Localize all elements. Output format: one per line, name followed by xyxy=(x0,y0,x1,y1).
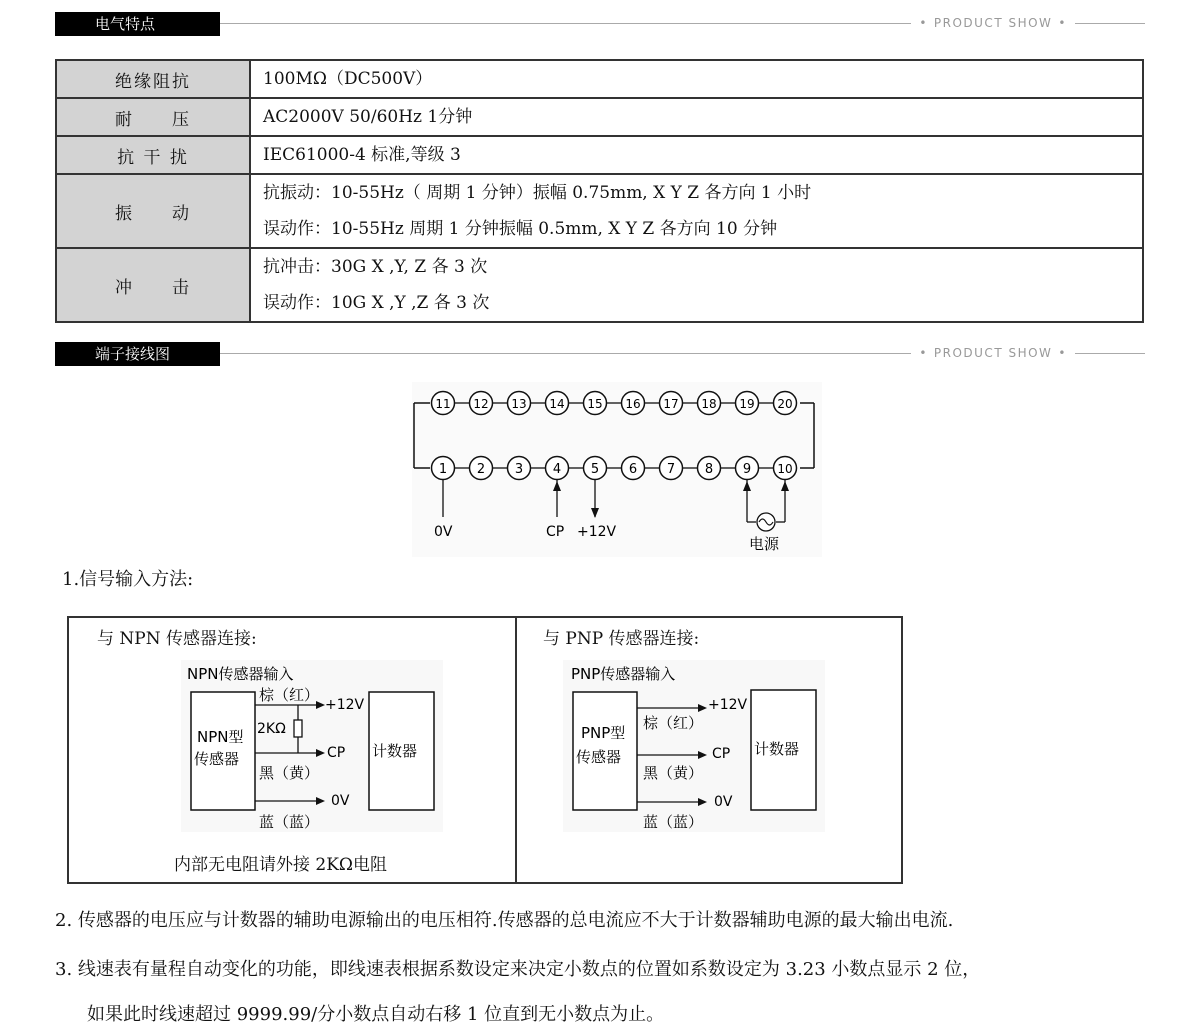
pnp-sensor-line1: PNP型 xyxy=(581,724,626,742)
terminal-label: 9 xyxy=(742,462,752,477)
row-value xyxy=(250,174,1143,248)
section-title: 电气特点 xyxy=(55,12,220,36)
table-row xyxy=(56,248,1143,322)
pnp-sensor-line2: 传感器 xyxy=(576,748,622,766)
box-divider xyxy=(515,618,517,882)
npn-sensor-line1: NPN型 xyxy=(197,728,244,746)
terminal-label: 13 xyxy=(511,397,527,411)
npn-brown: 棕（红） xyxy=(259,686,320,704)
label-12v: +12V xyxy=(577,524,617,540)
terminal-label: 8 xyxy=(704,462,714,477)
row-label: 抗 干 扰 xyxy=(56,136,250,174)
pnp-black: 黑（黄） xyxy=(643,764,704,782)
pnp-brown: 棕（红） xyxy=(643,714,704,732)
row-value xyxy=(250,60,1143,98)
resistor-icon xyxy=(294,720,302,737)
row-label: 绝缘阻抗 xyxy=(56,60,250,98)
pnp-title: PNP传感器输入 xyxy=(571,665,676,683)
row-line: AC2000V 50/60Hz 1分钟 xyxy=(263,107,473,127)
terminal-label: 17 xyxy=(663,397,679,411)
terminal-label: 4 xyxy=(552,462,562,477)
table-row xyxy=(56,136,1143,174)
terminal-label: 3 xyxy=(514,462,524,477)
note-2: 2. 传感器的电压应与计数器的辅助电源输出的电压相符.传感器的总电流应不大于计数器辅助电源的最大输出电流. xyxy=(55,910,954,931)
row-label: 耐 压 xyxy=(56,98,250,136)
terminal-label: 15 xyxy=(587,397,603,411)
row-label: 冲 击 xyxy=(56,248,250,322)
npn-resistor: 2KΩ xyxy=(257,721,286,737)
terminal-label: 11 xyxy=(435,397,451,411)
signal-input-title: 1.信号输入方法: xyxy=(62,569,194,590)
terminal-label: 18 xyxy=(701,397,717,411)
label-cp: CP xyxy=(546,524,565,540)
terminal-label: 7 xyxy=(666,462,676,477)
pnp-0v: 0V xyxy=(714,794,733,810)
npn-blue: 蓝（蓝） xyxy=(259,813,320,831)
npn-counter: 计数器 xyxy=(372,742,418,760)
npn-note: 内部无电阻请外接 2KΩ电阻 xyxy=(174,855,388,875)
row-value xyxy=(250,136,1143,174)
terminal-label: 16 xyxy=(625,397,641,411)
row-line: 误动作：10G X ,Y ,Z 各 3 次 xyxy=(263,293,490,313)
section-title: 端子接线图 xyxy=(55,342,220,366)
row-value xyxy=(250,98,1143,136)
pnp-diagram xyxy=(563,660,825,832)
note-3: 3. 线速表有量程自动变化的功能，即线速表根据系数设定来决定小数点的位置如系数设定为 3.23 小数点显示 2 位， xyxy=(55,959,981,980)
npn-sensor-line2: 传感器 xyxy=(194,750,240,768)
terminal-label: 5 xyxy=(590,462,600,477)
product-show-tag: • PRODUCT SHOW • xyxy=(911,16,1075,30)
row-line: 误动作：10-55Hz 周期 1 分钟振幅 0.5mm, X Y Z 各方向 10 分钟 xyxy=(263,219,778,239)
row-line: 100MΩ（DC500V） xyxy=(263,69,433,89)
npn-0v: 0V xyxy=(331,793,350,809)
terminal-diagram xyxy=(412,382,822,557)
npn-caption: 与 NPN 传感器连接: xyxy=(97,629,257,649)
npn-title: NPN传感器输入 xyxy=(187,665,294,683)
terminal-label: 2 xyxy=(476,462,486,477)
row-line: 抗振动：10-55Hz（ 周期 1 分钟）振幅 0.75mm, X Y Z 各方向 1 小时 xyxy=(263,183,812,203)
pnp-caption: 与 PNP 传感器连接: xyxy=(543,629,700,649)
terminal-label: 19 xyxy=(739,397,755,411)
terminal-label: 20 xyxy=(777,397,793,411)
row-value xyxy=(250,248,1143,322)
section-header-terminal xyxy=(55,342,1145,366)
spec-table xyxy=(55,59,1144,323)
row-line: 抗冲击：30G X ,Y, Z 各 3 次 xyxy=(263,257,488,277)
label-0v: 0V xyxy=(434,524,453,540)
pnp-counter: 计数器 xyxy=(754,740,800,758)
table-row xyxy=(56,60,1143,98)
pnp-12v: +12V xyxy=(708,697,748,713)
npn-cp: CP xyxy=(327,745,346,761)
terminal-label: 14 xyxy=(549,397,565,411)
npn-12v: +12V xyxy=(325,697,365,713)
terminal-label: 6 xyxy=(628,462,638,477)
npn-diagram xyxy=(181,660,443,832)
table-row xyxy=(56,98,1143,136)
label-power: 电源 xyxy=(749,535,780,553)
product-show-tag: • PRODUCT SHOW • xyxy=(911,346,1075,360)
pnp-blue: 蓝（蓝） xyxy=(643,813,704,831)
section-header-electrical xyxy=(55,12,1145,36)
note-3-cont: 如果此时线速超过 9999.99/分小数点自动右移 1 位直到无小数点为止。 xyxy=(87,1004,665,1025)
npn-black: 黑（黄） xyxy=(259,764,320,782)
terminal-label: 12 xyxy=(473,397,489,411)
table-row xyxy=(56,174,1143,248)
terminal-label: 1 xyxy=(438,462,448,477)
row-line: IEC61000-4 标准,等级 3 xyxy=(263,145,461,165)
pnp-cp: CP xyxy=(712,746,731,762)
row-label: 振 动 xyxy=(56,174,250,248)
sensor-connection-box xyxy=(67,616,903,884)
terminal-label: 10 xyxy=(777,462,793,476)
